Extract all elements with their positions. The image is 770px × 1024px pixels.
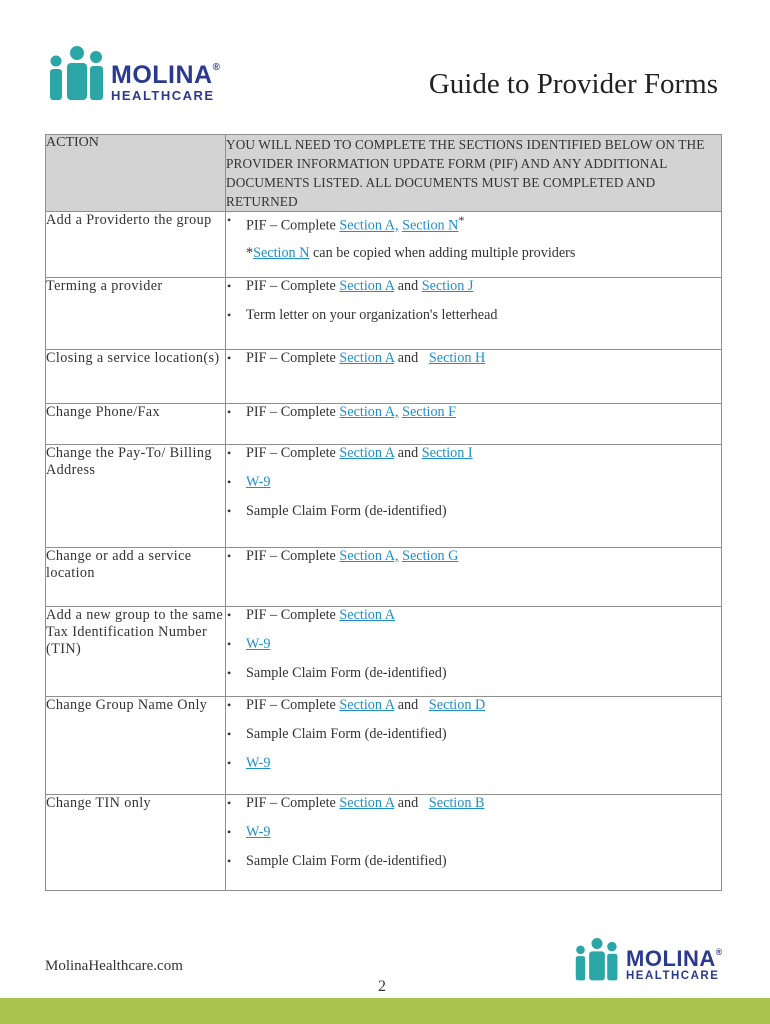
molina-people-icon (47, 46, 107, 102)
table-row (46, 350, 722, 404)
section-b-link[interactable]: Section B (428, 795, 485, 811)
requirements-column-header: YOU WILL NEED TO COMPLETE THE SECTIONS IDENTIFIED BELOW ON THE PROVIDER INFORMATION UPDATE FORM (PIF) AND ANY ADDITIONAL DOCUMENTS LISTED. ALL DOCUMENTS MUST BE COMPLETED AND RETURNED (226, 135, 722, 212)
list-item: • PIF – Complete Section A and Section I (226, 445, 721, 462)
logo-subtitle: HEALTHCARE (111, 88, 215, 103)
section-j-link[interactable]: Section J (421, 278, 474, 294)
requirements-cell (226, 697, 722, 795)
list-item: • Term letter on your organization's letterhead (226, 307, 721, 324)
section-a-link[interactable]: Section A, (339, 548, 399, 564)
section-a-link[interactable]: Section A (339, 350, 395, 366)
action-cell: Change or add a service location (46, 548, 226, 607)
action-cell: Change Phone/Fax (46, 404, 226, 445)
section-n-link[interactable]: Section N (402, 217, 459, 234)
list-item (226, 636, 721, 653)
section-a-link[interactable]: Section A, (339, 404, 399, 420)
logo-brand: MOLINA® (626, 945, 723, 971)
list-item: • Sample Claim Form (de-identified) (226, 853, 721, 870)
requirements-cell (226, 350, 722, 404)
table-row (46, 548, 722, 607)
list-item: • PIF – Complete Section A and Section J (226, 278, 721, 295)
table-row (46, 697, 722, 795)
section-a-link[interactable]: Section A (339, 445, 395, 461)
action-cell: Closing a service location(s) (46, 350, 226, 404)
section-n-note-link[interactable]: Section N (253, 244, 310, 261)
list-item: • PIF – Complete Section A and Section D (226, 697, 721, 714)
w9-link[interactable]: W-9 (246, 474, 271, 490)
list-item: • PIF – Complete Section A and Section H (226, 350, 721, 367)
section-g-link[interactable]: Section G (402, 548, 459, 564)
list-item: • Sample Claim Form (de-identified) (226, 665, 721, 682)
section-a-link[interactable]: Section A (339, 278, 395, 294)
table-row (46, 607, 722, 697)
section-f-link[interactable]: Section F (402, 404, 457, 420)
table-header-row (46, 135, 722, 212)
w9-link[interactable]: W-9 (246, 636, 271, 652)
provider-forms-table (45, 134, 722, 891)
w9-link[interactable]: W-9 (246, 755, 271, 771)
action-cell: Change TIN only (46, 795, 226, 891)
requirements-cell (226, 607, 722, 697)
molina-people-icon (572, 938, 622, 982)
requirements-cell (226, 278, 722, 350)
molina-logo (47, 46, 220, 102)
requirements-cell (226, 212, 722, 278)
table-row (46, 795, 722, 891)
requirements-cell (226, 445, 722, 548)
list-item: • PIF – Complete Section A (226, 607, 721, 624)
footer-color-bar (0, 998, 770, 1024)
list-item: • PIF – Complete Section A, Section F (226, 404, 721, 421)
logo-subtitle: HEALTHCARE (626, 969, 720, 982)
list-item (226, 474, 721, 491)
list-item: • Sample Claim Form (de-identified) (226, 726, 721, 743)
page-title: Guide to Provider Forms (428, 68, 718, 100)
list-item: • PIF – Complete Section A and Section B (226, 795, 721, 812)
list-item (226, 824, 721, 841)
requirements-cell (226, 795, 722, 891)
requirements-cell (226, 548, 722, 607)
action-cell: Add a new group to the same Tax Identification Number (TIN) (46, 607, 226, 697)
w9-link[interactable]: W-9 (246, 824, 271, 840)
action-cell: Change Group Name Only (46, 697, 226, 795)
list-item: • Sample Claim Form (de-identified) (226, 503, 721, 520)
action-column-header: ACTION (46, 135, 226, 212)
table-row (46, 445, 722, 548)
molina-logo-footer (572, 938, 723, 982)
section-h-link[interactable]: Section H (428, 350, 486, 366)
list-item: • PIF – Complete Section A, Section G (226, 548, 721, 565)
section-a-link[interactable]: Section A (339, 795, 395, 811)
table-row (46, 278, 722, 350)
logo-brand: MOLINA® (111, 61, 221, 89)
list-item: • PIF – Complete Section A, Section N* (226, 212, 721, 235)
section-a-link[interactable]: Section A (339, 607, 395, 623)
action-cell: Terming a provider (46, 278, 226, 350)
page-number: 2 (378, 978, 386, 995)
section-a-link[interactable]: Section A (339, 697, 395, 713)
footer-website: MolinaHealthcare.com (45, 958, 183, 974)
list-item (226, 755, 721, 772)
section-d-link[interactable]: Section D (428, 697, 486, 713)
table-row (46, 404, 722, 445)
requirements-cell (226, 404, 722, 445)
table-row (46, 212, 722, 278)
section-n-note: *Section N can be copied when adding multiple providers (246, 244, 576, 261)
action-cell: Add a Providerto the group (46, 212, 226, 278)
action-cell: Change the Pay-To/ Billing Address (46, 445, 226, 548)
section-i-link[interactable]: Section I (421, 445, 473, 461)
section-a-link[interactable]: Section A, (339, 217, 399, 234)
